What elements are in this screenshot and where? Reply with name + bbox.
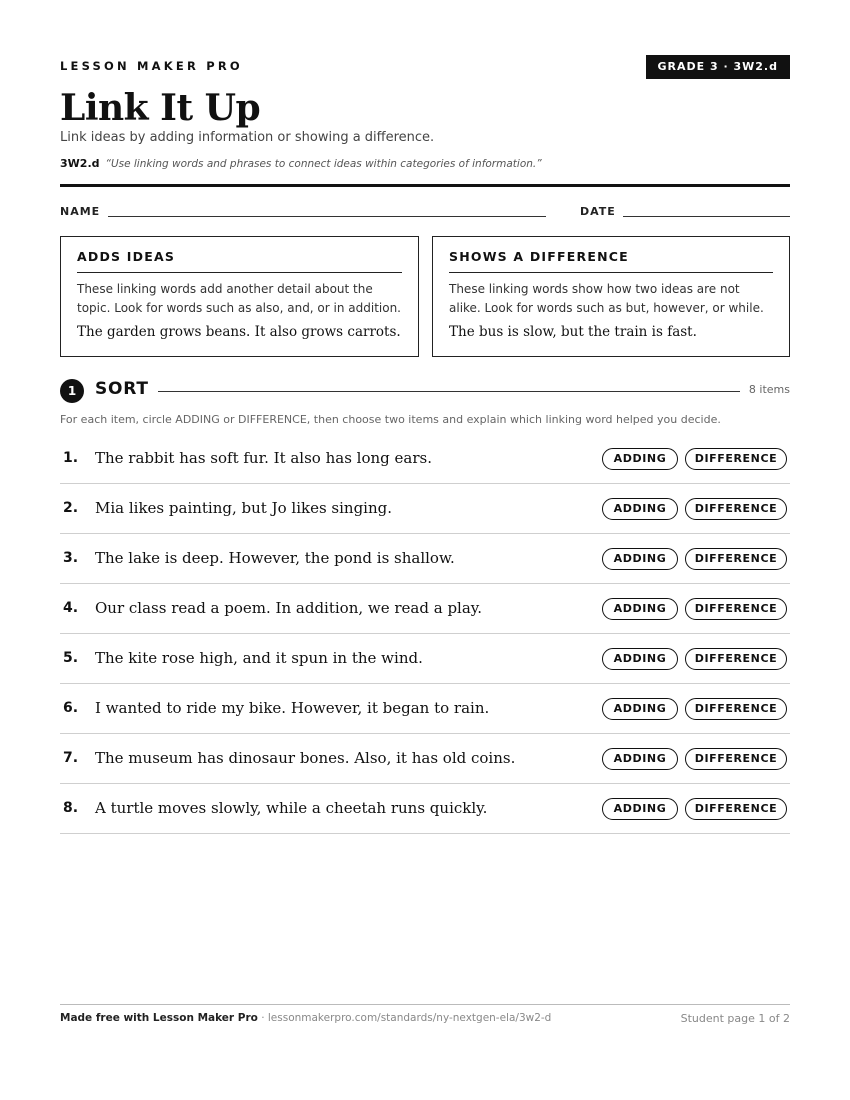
box-example: The bus is slow, but the train is fast.: [449, 324, 697, 340]
difference-choice[interactable]: DIFFERENCE: [685, 798, 787, 820]
section-title: SORT: [95, 379, 149, 399]
adding-choice[interactable]: ADDING: [602, 698, 678, 720]
instructions: For each item, circle ADDING or DIFFERENCE, then choose two items and explain which linking word helped you decide.: [60, 413, 721, 426]
adding-choice[interactable]: ADDING: [602, 448, 678, 470]
item-sentence: The rabbit has soft fur. It also has long ears.: [95, 449, 432, 467]
footer-url[interactable]: lessonmakerpro.com/standards/ny-nextgen-ela/3w2-d: [267, 1012, 552, 1024]
name-field[interactable]: [108, 216, 546, 217]
item-number: 3.: [63, 550, 79, 566]
adding-choice[interactable]: ADDING: [602, 598, 678, 620]
difference-choice[interactable]: DIFFERENCE: [685, 748, 787, 770]
list-item: [60, 584, 790, 634]
shows-difference-box: [432, 236, 790, 357]
difference-choice[interactable]: DIFFERENCE: [685, 548, 787, 570]
section-divider: [158, 391, 740, 392]
list-item: [60, 534, 790, 584]
adding-choice[interactable]: ADDING: [602, 798, 678, 820]
item-sentence: The museum has dinosaur bones. Also, it has old coins.: [95, 749, 516, 767]
standard-line: [60, 157, 542, 170]
list-item: [60, 734, 790, 784]
box-example: The garden grows beans. It also grows carrots.: [77, 324, 401, 340]
item-number: 2.: [63, 500, 79, 516]
item-sentence: The kite rose high, and it spun in the wind.: [95, 649, 423, 667]
worksheet-page: [60, 0, 790, 1100]
grade-badge: GRADE 3 · 3W2.d: [646, 55, 790, 79]
footer-divider: [60, 1004, 790, 1005]
box-description: These linking words show how two ideas are not alike. Look for words such as but, however, or while.: [449, 282, 764, 315]
list-item: [60, 434, 790, 484]
page-title: Link It Up: [60, 87, 261, 129]
difference-choice[interactable]: DIFFERENCE: [685, 698, 787, 720]
section-number-badge: 1: [60, 379, 84, 403]
adds-ideas-box: [60, 236, 419, 357]
standard-text: “Use linking words and phrases to connect ideas within categories of information.”: [105, 158, 542, 170]
item-number: 7.: [63, 750, 79, 766]
header-top: [60, 55, 790, 81]
difference-choice[interactable]: DIFFERENCE: [685, 598, 787, 620]
footer-made-with: Made free with Lesson Maker Pro: [60, 1012, 258, 1024]
item-number: 5.: [63, 650, 79, 666]
item-list: [60, 434, 790, 834]
adding-choice[interactable]: ADDING: [602, 648, 678, 670]
list-item: [60, 484, 790, 534]
adding-choice[interactable]: ADDING: [602, 548, 678, 570]
brand-name: LESSON MAKER PRO: [60, 59, 243, 73]
footer-credit: [60, 1012, 551, 1024]
item-sentence: Mia likes painting, but Jo likes singing.: [95, 499, 393, 517]
name-label: NAME: [60, 205, 101, 218]
list-item: [60, 634, 790, 684]
date-field[interactable]: [623, 216, 790, 217]
item-sentence: A turtle moves slowly, while a cheetah runs quickly.: [95, 799, 488, 817]
item-number: 8.: [63, 800, 79, 816]
item-sentence: Our class read a poem. In addition, we read a play.: [95, 599, 483, 617]
item-number: 4.: [63, 600, 79, 616]
item-sentence: I wanted to ride my bike. However, it began to rain.: [95, 699, 490, 717]
list-item: [60, 784, 790, 834]
difference-choice[interactable]: DIFFERENCE: [685, 498, 787, 520]
box-title: ADDS IDEAS: [77, 249, 402, 273]
item-number: 6.: [63, 700, 79, 716]
adding-choice[interactable]: ADDING: [602, 748, 678, 770]
footer-separator: ·: [257, 1012, 268, 1024]
box-title: SHOWS A DIFFERENCE: [449, 249, 773, 273]
page-subtitle: Link ideas by adding information or showing a difference.: [60, 130, 435, 145]
date-label: DATE: [580, 205, 616, 218]
item-sentence: The lake is deep. However, the pond is shallow.: [95, 549, 455, 567]
item-number: 1.: [63, 450, 79, 466]
item-count: 8 items: [748, 383, 790, 396]
difference-choice[interactable]: DIFFERENCE: [685, 648, 787, 670]
box-description: These linking words add another detail about the topic. Look for words such as also, and, or in addition.: [77, 282, 401, 315]
standard-code: 3W2.d: [60, 157, 100, 170]
page-indicator: Student page 1 of 2: [680, 1012, 790, 1025]
adding-choice[interactable]: ADDING: [602, 498, 678, 520]
difference-choice[interactable]: DIFFERENCE: [685, 448, 787, 470]
section-header: [60, 378, 790, 402]
header-divider: [60, 184, 790, 187]
list-item: [60, 684, 790, 734]
